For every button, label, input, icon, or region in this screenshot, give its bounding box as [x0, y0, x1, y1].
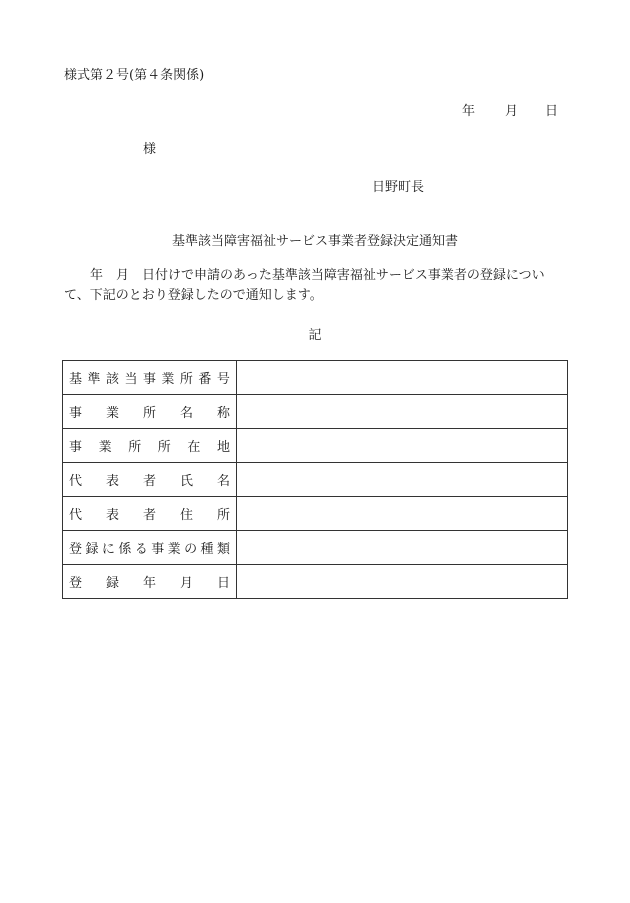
form-number: 様式第２号(第４条関係)	[64, 68, 205, 83]
table-row	[63, 395, 568, 429]
ki-heading: 記	[308, 328, 322, 343]
row-label: 登 録 年 月 日	[69, 576, 230, 591]
body-line-2: て、下記のとおり登録したので通知します。	[64, 288, 323, 303]
date-month: 月	[505, 104, 519, 119]
registration-table	[62, 360, 568, 599]
row-label-cell	[63, 463, 237, 497]
row-label: 事 業 所 所 在 地	[69, 440, 230, 455]
table-row	[63, 531, 568, 565]
row-value[interactable]	[237, 361, 568, 395]
row-value[interactable]	[237, 531, 568, 565]
row-label: 代 表 者 氏 名	[69, 474, 230, 489]
row-label-cell	[63, 395, 237, 429]
body-text	[64, 266, 569, 306]
date-year: 年	[462, 104, 476, 119]
document-title: 基準該当障害福祉サービス事業者登録決定通知書	[171, 234, 458, 249]
table-row	[63, 497, 568, 531]
row-label-cell	[63, 565, 237, 599]
row-value[interactable]	[237, 429, 568, 463]
table-row	[63, 565, 568, 599]
row-value[interactable]	[237, 395, 568, 429]
row-label-cell	[63, 429, 237, 463]
row-label-cell	[63, 497, 237, 531]
row-label: 事 業 所 名 称	[69, 406, 230, 421]
body-line-1: 年 月 日付けで申請のあった基準該当障害福祉サービス事業者の登録につい	[90, 268, 545, 283]
row-label-cell	[63, 361, 237, 395]
row-value[interactable]	[237, 565, 568, 599]
table-row	[63, 429, 568, 463]
issuer: 日野町長	[372, 180, 425, 195]
row-label: 登 録 に 係 る 事 業 の 種 類	[69, 542, 230, 557]
table-row	[63, 361, 568, 395]
row-label-cell	[63, 531, 237, 565]
row-label: 代 表 者 住 所	[69, 508, 230, 523]
row-value[interactable]	[237, 463, 568, 497]
recipient-suffix: 様	[143, 142, 157, 157]
table-row	[63, 463, 568, 497]
date-day: 日	[545, 104, 559, 119]
row-value[interactable]	[237, 497, 568, 531]
row-label: 基 準 該 当 事 業 所 番 号	[69, 372, 230, 387]
